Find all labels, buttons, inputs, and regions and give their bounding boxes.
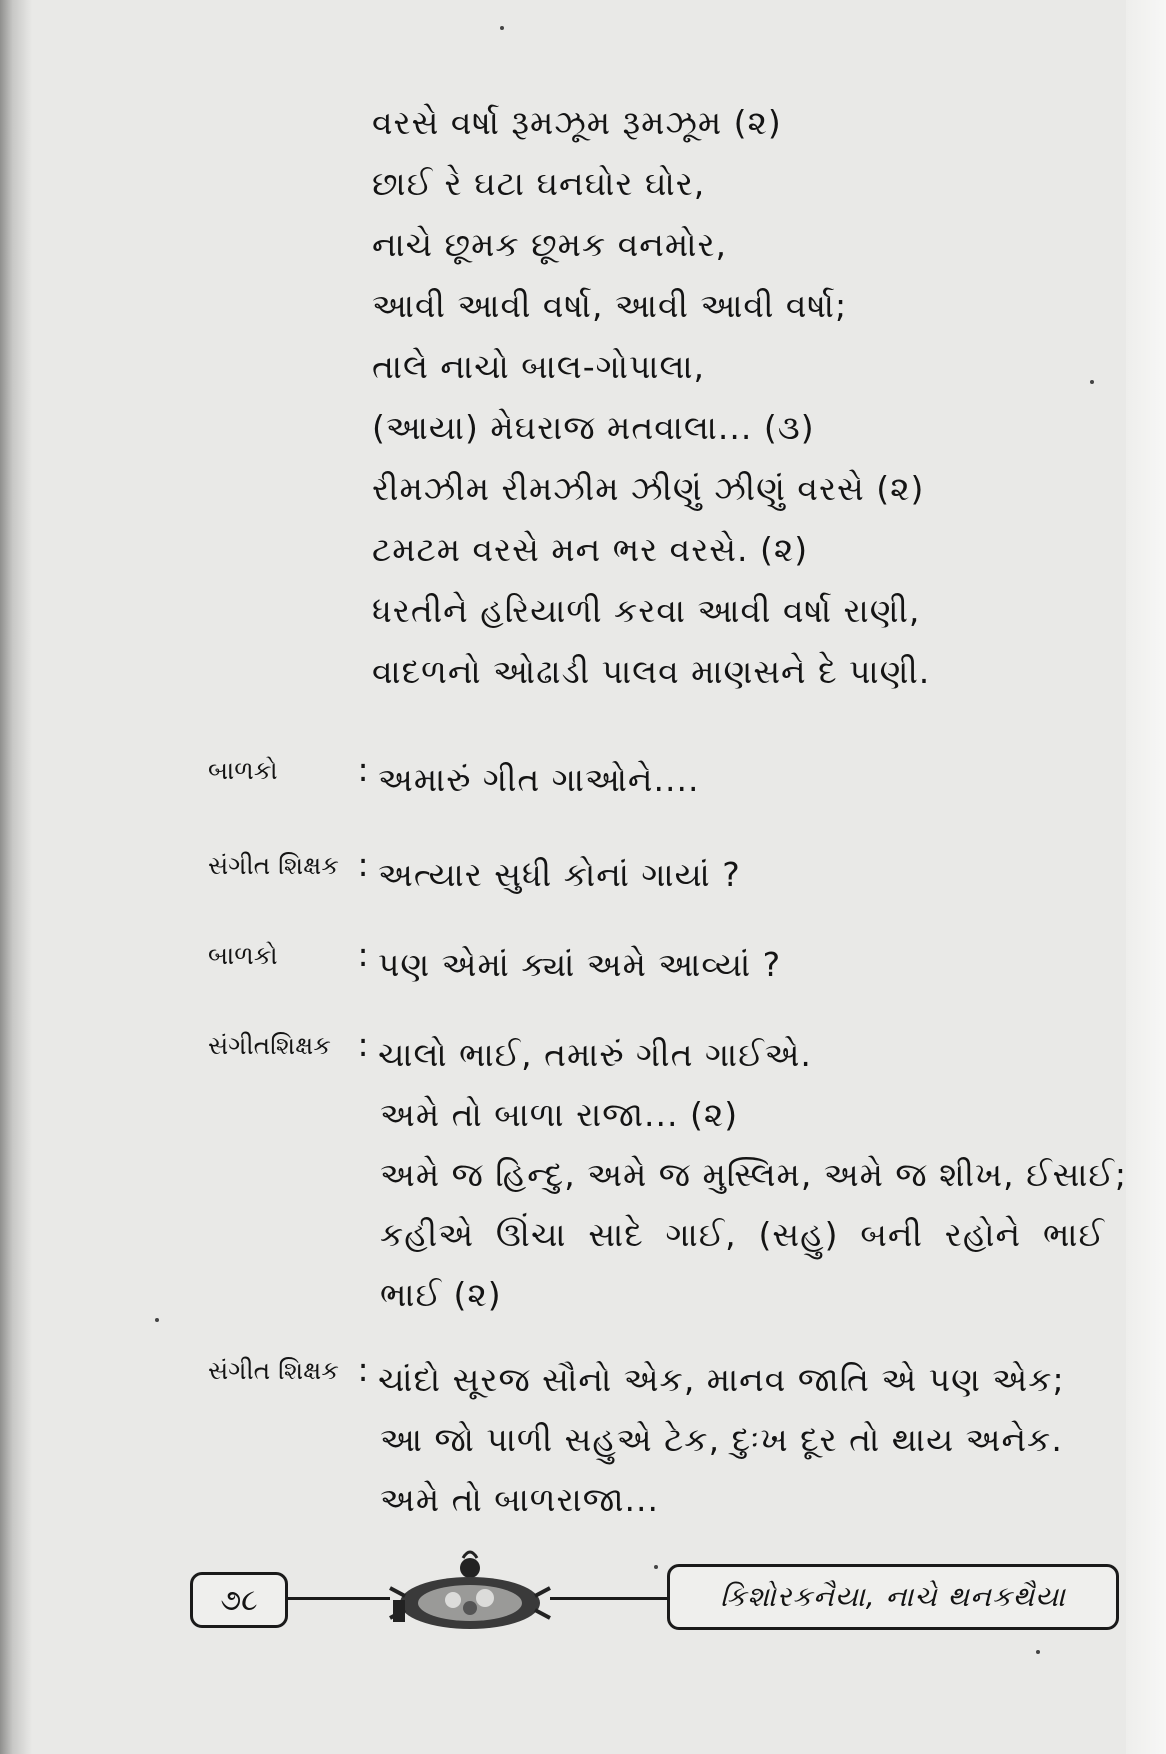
krishna-emblem-icon xyxy=(385,1548,555,1640)
verse-line: આવી આવી વર્ષા, આવી આવી વર્ષા; xyxy=(372,286,848,325)
print-speck xyxy=(654,1565,658,1569)
verse-line: (આયા) મેઘરાજ મતવાલા... (૩) xyxy=(372,408,815,447)
dialogue-entry xyxy=(208,1350,1065,1410)
dialogue-line: ચાંદો સૂરજ સૌનો એક, માનવ જાતિ એ પણ એક; xyxy=(378,1360,1065,1399)
dialogue-continuation xyxy=(380,1410,1063,1530)
dialogue-line: અમારું ગીત ગાઓને.... xyxy=(378,760,700,799)
speaker-label: સંગીતશિક્ષક xyxy=(208,1031,331,1060)
page-footer xyxy=(190,1560,1120,1640)
verse-line: ટમટમ વરસે મન ભર વરસે. (૨) xyxy=(372,530,809,569)
dialogue-entry xyxy=(208,845,741,905)
dialogue-line: અમે તો બાળરાજા... xyxy=(380,1480,659,1519)
dialogue-entry xyxy=(208,750,699,810)
dialogue-line: ભાઈ (૨) xyxy=(380,1275,502,1314)
speaker-label: બાળકો xyxy=(208,941,278,970)
book-spine-shadow xyxy=(0,0,32,1754)
verse-line: છાઈ રે ઘટા ઘનઘોર ઘોર, xyxy=(372,164,706,203)
speaker-label: સંગીત શિક્ષક xyxy=(208,1356,339,1385)
dialogue-line: અત્યાર સુધી કોનાં ગાયાં ? xyxy=(378,855,741,894)
dialogue-line: આ જો પાળી સહુએ ટેક, દુઃખ દૂર તો થાય અનેક. xyxy=(380,1420,1063,1459)
speaker-label: બાળકો xyxy=(208,756,278,785)
verse-line: વાદળનો ઓઢાડી પાલવ માણસને દે પાણી. xyxy=(372,652,931,691)
print-speck xyxy=(1090,380,1094,384)
speaker-colon: : xyxy=(357,845,369,884)
footer-rule xyxy=(285,1597,390,1600)
speaker-colon: : xyxy=(357,935,369,974)
dialogue-line: કહીએ ઊંચા સાદે ગાઈ, (સહુ) બની રહોને ભાઈ xyxy=(380,1215,1105,1254)
footer-rule xyxy=(550,1597,667,1600)
dialogue-entry xyxy=(208,1025,812,1085)
dialogue-line: અમે તો બાળા રાજા... (૨) xyxy=(380,1095,739,1134)
verse-line: રીમઝીમ રીમઝીમ ઝીણું ઝીણું વરસે (૨) xyxy=(372,469,925,508)
page-number: ૭૮ xyxy=(190,1572,288,1628)
verse-line: વરસે વર્ષા રૂમઝૂમ રૂમઝૂમ (૨) xyxy=(372,103,782,142)
verse-line: ધરતીને હરિયાળી કરવા આવી વર્ષા રાણી, xyxy=(372,591,921,630)
speaker-label: સંગીત શિક્ષક xyxy=(208,851,339,880)
print-speck xyxy=(500,26,504,30)
dialogue-continuation xyxy=(380,1085,1127,1325)
speaker-colon: : xyxy=(357,1350,369,1389)
speaker-colon: : xyxy=(357,750,369,789)
song-verse xyxy=(372,92,1092,702)
print-speck xyxy=(1036,1650,1040,1654)
verse-line: તાલે નાચો બાલ-ગોપાલા, xyxy=(372,347,706,386)
dialogue-line: અમે જ હિન્દુ, અમે જ મુસ્લિમ, અમે જ શીખ, ઈસાઈ; xyxy=(380,1155,1127,1194)
page-edge xyxy=(1126,0,1166,1754)
verse-line: નાચે છૂમક છૂમક વનમોર, xyxy=(372,225,727,264)
dialogue-line: ચાલો ભાઈ, તમારું ગીત ગાઈએ. xyxy=(378,1035,812,1074)
book-title: કિશોરકનૈયા, નાચે થનકથૈયા xyxy=(667,1564,1119,1630)
speaker-colon: : xyxy=(357,1025,369,1064)
dialogue-entry xyxy=(208,935,781,995)
print-speck xyxy=(155,1318,159,1322)
dialogue-line: પણ એમાં ક્યાં અમે આવ્યાં ? xyxy=(378,945,782,984)
